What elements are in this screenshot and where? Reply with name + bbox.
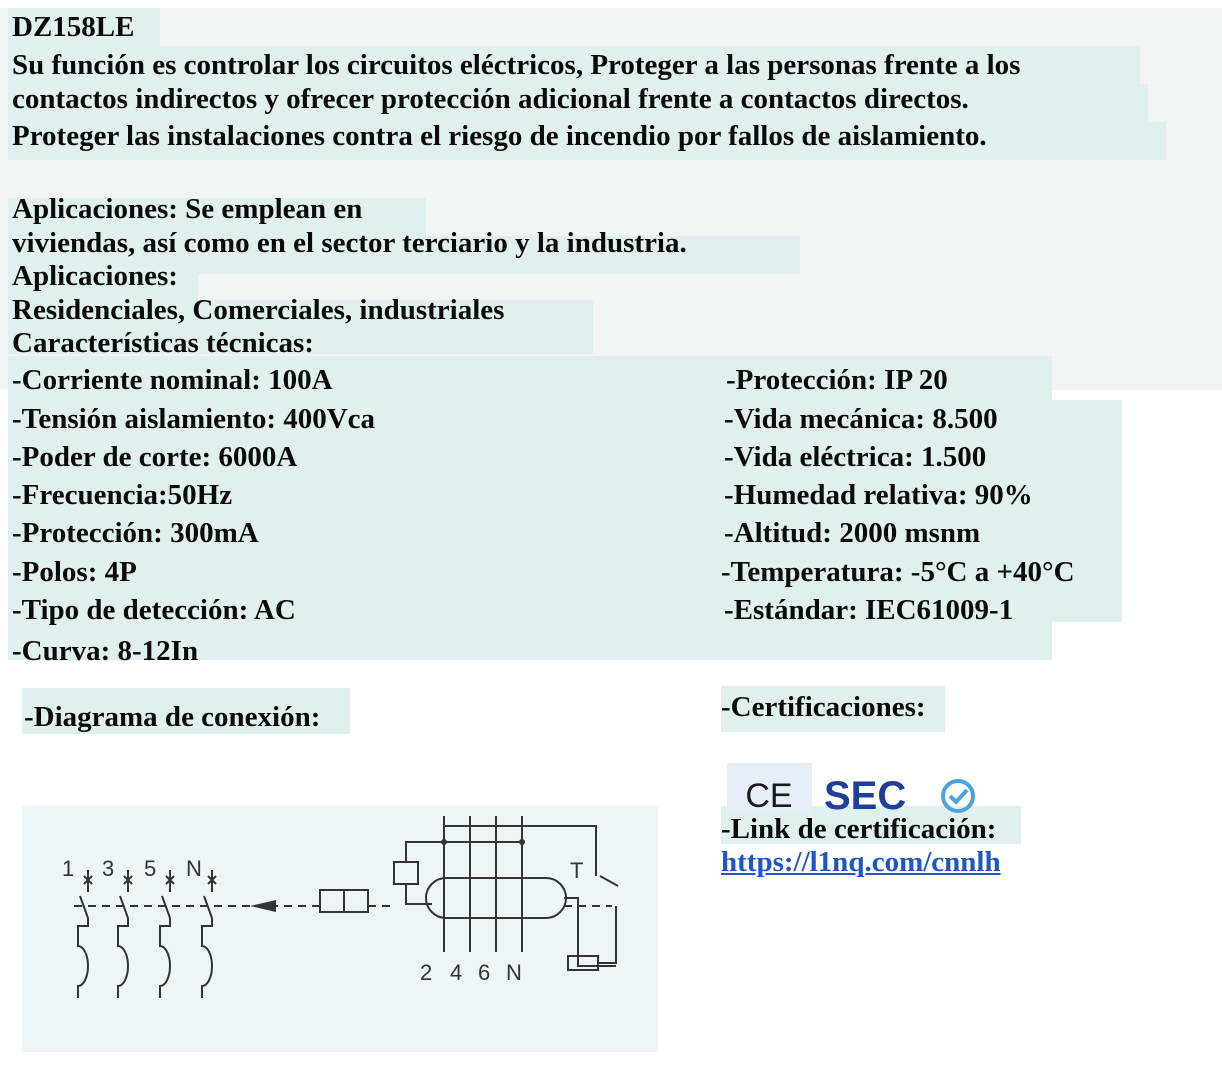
- spec-left-8: -Curva: 8-12In: [12, 635, 199, 667]
- applications-line-4: Residenciales, Comerciales, industriales: [12, 294, 505, 326]
- product-title: DZ158LE: [12, 11, 135, 43]
- spec-right-7: -Estándar: IEC61009-1: [724, 594, 1014, 626]
- terminal-bottom-6: 6: [478, 960, 491, 985]
- pole-2: [118, 870, 128, 998]
- terminal-bottom-4: 4: [450, 960, 463, 985]
- pole-3: [160, 870, 170, 998]
- pole-1: [78, 870, 88, 998]
- sec-logo: [818, 763, 988, 813]
- spec-right-5: -Altitud: 2000 msnm: [724, 517, 981, 549]
- sec-logo-text: SEC: [824, 774, 907, 813]
- spec-left-7: -Tipo de detección: AC: [12, 594, 296, 626]
- applications-line-2: viviendas, así como en el sector terciario y la industria.: [12, 227, 687, 259]
- spec-left-2: -Tensión aislamiento: 400Vca: [12, 403, 376, 435]
- intro-line-1: Su función es controlar los circuitos eléctricos, Proteger a las personas frente a los: [12, 49, 1021, 81]
- ce-logo: [727, 763, 812, 813]
- applications-line-1: Aplicaciones: Se emplean en: [12, 193, 363, 225]
- cert-link-label: -Link de certificación:: [721, 813, 997, 845]
- spec-left-3: -Poder de corte: 6000A: [12, 441, 298, 473]
- test-resistor: [568, 956, 598, 970]
- spec-right-2: -Vida mecánica: 8.500: [724, 403, 998, 435]
- terminal-top-1: 1: [62, 856, 75, 881]
- spec-right-3: -Vida eléctrica: 1.500: [724, 441, 987, 473]
- arrow-icon: [250, 900, 276, 912]
- diagram-heading: -Diagrama de conexión:: [24, 701, 321, 733]
- terminal-top-n: N: [186, 856, 202, 881]
- spec-left-1: -Corriente nominal: 100A: [12, 364, 333, 396]
- intro-line-2: contactos indirectos y ofrecer protección adicional frente a contactos directos.: [12, 83, 969, 115]
- spec-right-1: -Protección: IP 20: [726, 364, 948, 396]
- connection-diagram: [22, 806, 658, 1052]
- terminal-top-5: 5: [144, 856, 157, 881]
- spec-left-4: -Frecuencia:50Hz: [12, 479, 233, 511]
- cert-link-container: [721, 845, 1001, 879]
- specs-heading: Características técnicas:: [12, 327, 314, 359]
- spec-left-5: -Protección: 300mA: [12, 517, 259, 549]
- test-button-label: T: [570, 858, 584, 883]
- cert-link[interactable]: https://l1nq.com/cnnlh: [721, 846, 1001, 878]
- spec-left-6: -Polos: 4P: [12, 556, 137, 588]
- intro-line-3: Proteger las instalaciones contra el riesgo de incendio por fallos de aislamiento.: [12, 120, 987, 152]
- terminal-bottom-2: 2: [420, 960, 433, 985]
- spec-right-4: -Humedad relativa: 90%: [724, 479, 1033, 511]
- terminal-top-3: 3: [102, 856, 115, 881]
- check-circle-icon: [943, 781, 973, 811]
- terminal-bottom-n: N: [506, 960, 522, 985]
- electronics-module: [394, 862, 418, 884]
- cert-heading: -Certificaciones:: [721, 691, 926, 723]
- pole-n: [202, 870, 212, 998]
- ce-logo-text: CE: [745, 777, 793, 813]
- applications-line-3: Aplicaciones:: [12, 260, 178, 292]
- spec-right-6: -Temperatura: -5°C a +40°C: [721, 556, 1075, 588]
